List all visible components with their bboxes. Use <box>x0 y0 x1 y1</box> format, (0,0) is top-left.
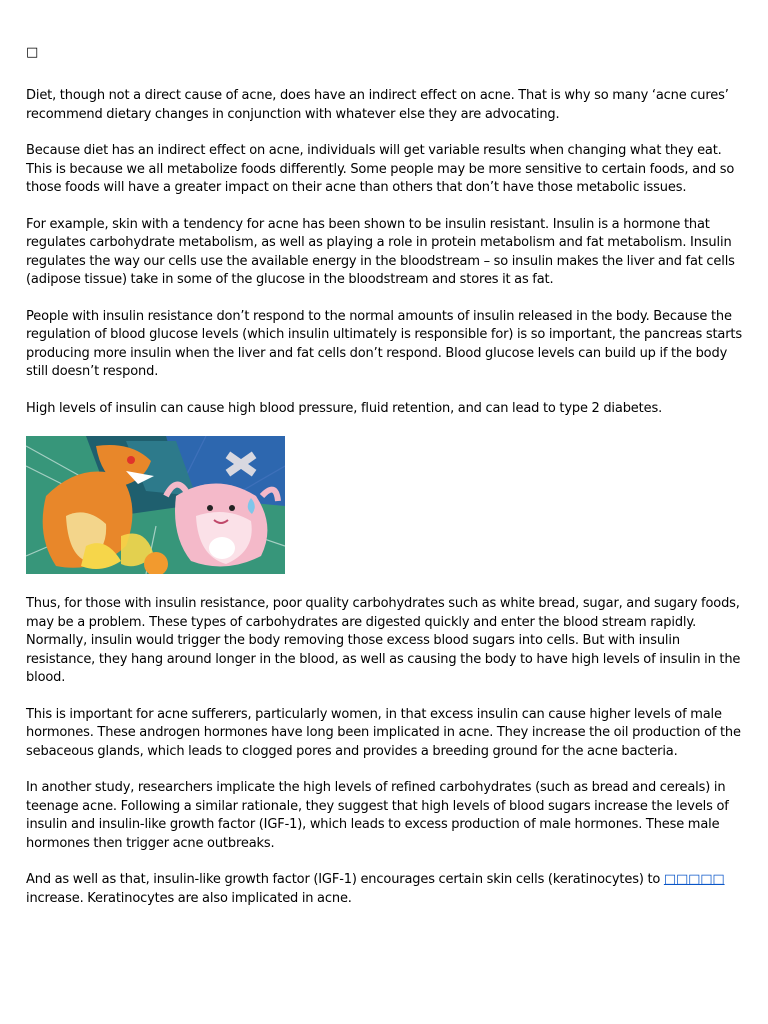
paragraph-3: For example, skin with a tendency for acne has been shown to be insulin resistant. Insulin is a hormone that regulates carbohydrate metabolism, as well as playing a role in protein metabolism and fat metabolism. Insulin regulates the way our cells use the available energy in the bloodstream – so insulin makes the liver and fat cells (adipose tissue) take in some of the glucose in the bloodstream and stores it as fat. <box>26 216 735 287</box>
missing-glyph-icon: □ <box>26 45 39 60</box>
paragraph-8: In another study, researchers implicate the high levels of refined carbohydrates (such as bread and cereals) in teenage acne. Following a similar rationale, they suggest that high levels of blood sugars increase the levels of insulin and insulin-like growth factor (IGF-1), which leads to excess production of male hormones. These male hormones then trigger acne outbreaks. <box>26 780 729 851</box>
paragraph-9-text-after: increase. Keratinocytes are also implicated in acne. <box>26 890 352 906</box>
paragraph-9-text-before: And as well as that, insulin-like growth factor (IGF-1) encourages certain skin cells (keratinocytes) to <box>26 872 664 887</box>
paragraph-4: People with insulin resistance don’t respond to the normal amounts of insulin released in the body. Because the regulation of blood glucose levels (which insulin ultimately is responsible for) is so important, the pancreas starts producing more insulin when the liver and fat cells don’t respond. Blood glucose levels can build up if the body still doesn’t respond. <box>26 308 742 379</box>
paragraph-6: Thus, for those with insulin resistance, poor quality carbohydrates such as white bread, sugar, and sugary foods, may be a problem. These types of carbohydrates are digested quickly and enter the blood stream rapidly. Normally, insulin would trigger the body removing those excess blood sugars into cells. But with insulin resistance, they hang around longer in the blood, as well as causing the body to have high levels of insulin in the blood. <box>26 596 741 685</box>
pokemon-illustration-art <box>26 436 285 574</box>
pokemon-illustration <box>26 436 285 574</box>
paragraph-1: Diet, though not a direct cause of acne, does have an indirect effect on acne. That is why so many ‘acne cures’ recommend dietary changes in conjunction with whatever else they are advocating. <box>26 88 729 122</box>
paragraph-9 <box>26 871 742 908</box>
paragraph-5: High levels of insulin can cause high blood pressure, fluid retention, and can lead to type 2 diabetes. <box>26 400 663 416</box>
paragraph-2: Because diet has an indirect effect on acne, individuals will get variable results when changing what they eat. This is because we all metabolize foods differently. Some people may be more sensitive to certain foods, and so those foods will have a greater impact on their acne than others that don’t have those metabolic issues. <box>26 143 735 195</box>
paragraph-7: This is important for acne sufferers, particularly women, in that excess insulin can cause higher levels of male hormones. These androgen hormones have long been implicated in acne. They increase the oil production of the sebaceous glands, which leads to clogged pores and provides a breeding ground for the acne bacteria. <box>26 706 741 759</box>
inline-link[interactable]: □□□□□ <box>663 872 725 887</box>
